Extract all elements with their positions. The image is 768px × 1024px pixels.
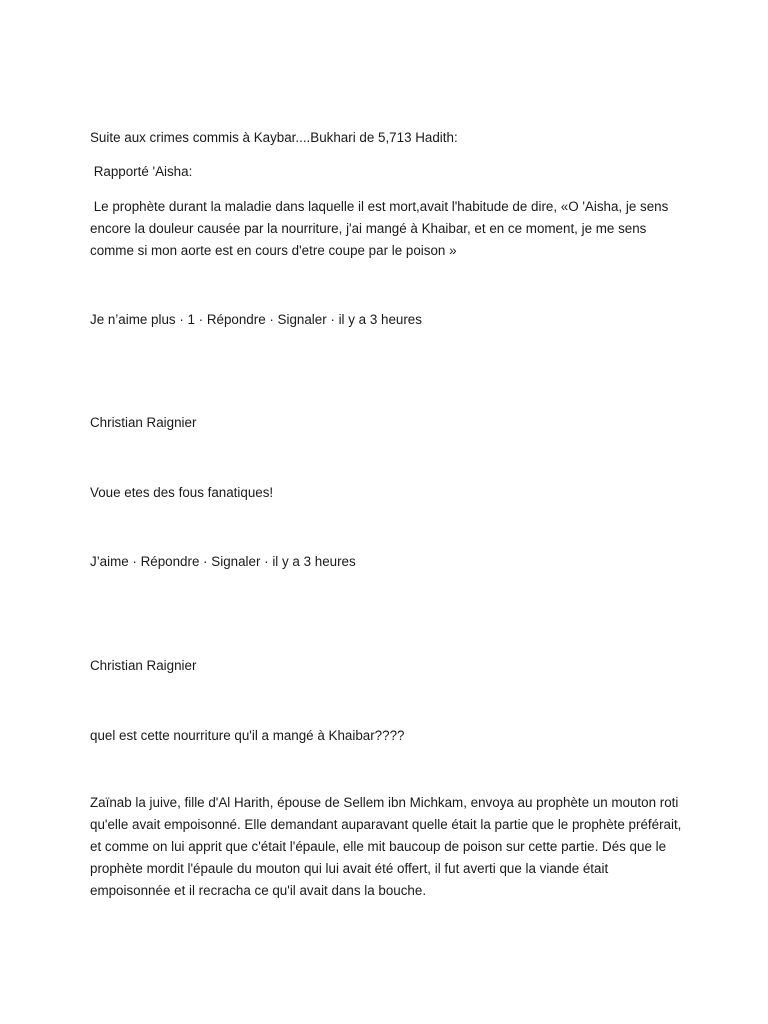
- reporter-line: Rapporté 'Aisha:: [90, 164, 193, 179]
- intro-line: Suite aux crimes commis à Kaybar....Bukhari de 5,713 Hadith:: [90, 130, 458, 145]
- comment-author: Christian Raignier: [90, 415, 197, 430]
- comment-actions-line: Je n’aime plus · 1 · Répondre · Signaler · il y a 3 heures: [90, 312, 422, 327]
- closing-paragraph: Zaïnab la juive, fille d'Al Harith, épouse de Sellem ibn Michkam, envoya au prophète un mouton roti qu'elle avait empoisonné. Elle demandant auparavant quelle était la partie que le prophète préférait, et comme on lui apprit que c'était l'épaule, elle mit baucoup de poison sur cette partie. Dés que le prophète mordit l'épaule du mouton qui lui avait été offert, il fut averti que la viande était empoisonnée et il recracha ce qu'il avait dans la bouche.: [90, 795, 682, 898]
- comment-actions-line: J’aime · Répondre · Signaler · il y a 3 heures: [90, 554, 356, 569]
- comment-text: quel est cette nourriture qu'il a mangé à Khaibar????: [90, 728, 405, 743]
- comment-author: Christian Raignier: [90, 658, 197, 673]
- comment-text: Voue etes des fous fanatiques!: [90, 485, 274, 500]
- hadith-paragraph: Le prophète durant la maladie dans laquelle il est mort,avait l'habitude de dire, «O 'Aisha, je sens encore la douleur causée par la nourriture, j'ai mangé à Khaibar, et en ce moment, je me sens comme si mon aorte est en cours d'etre coupe par le poison »: [90, 199, 673, 258]
